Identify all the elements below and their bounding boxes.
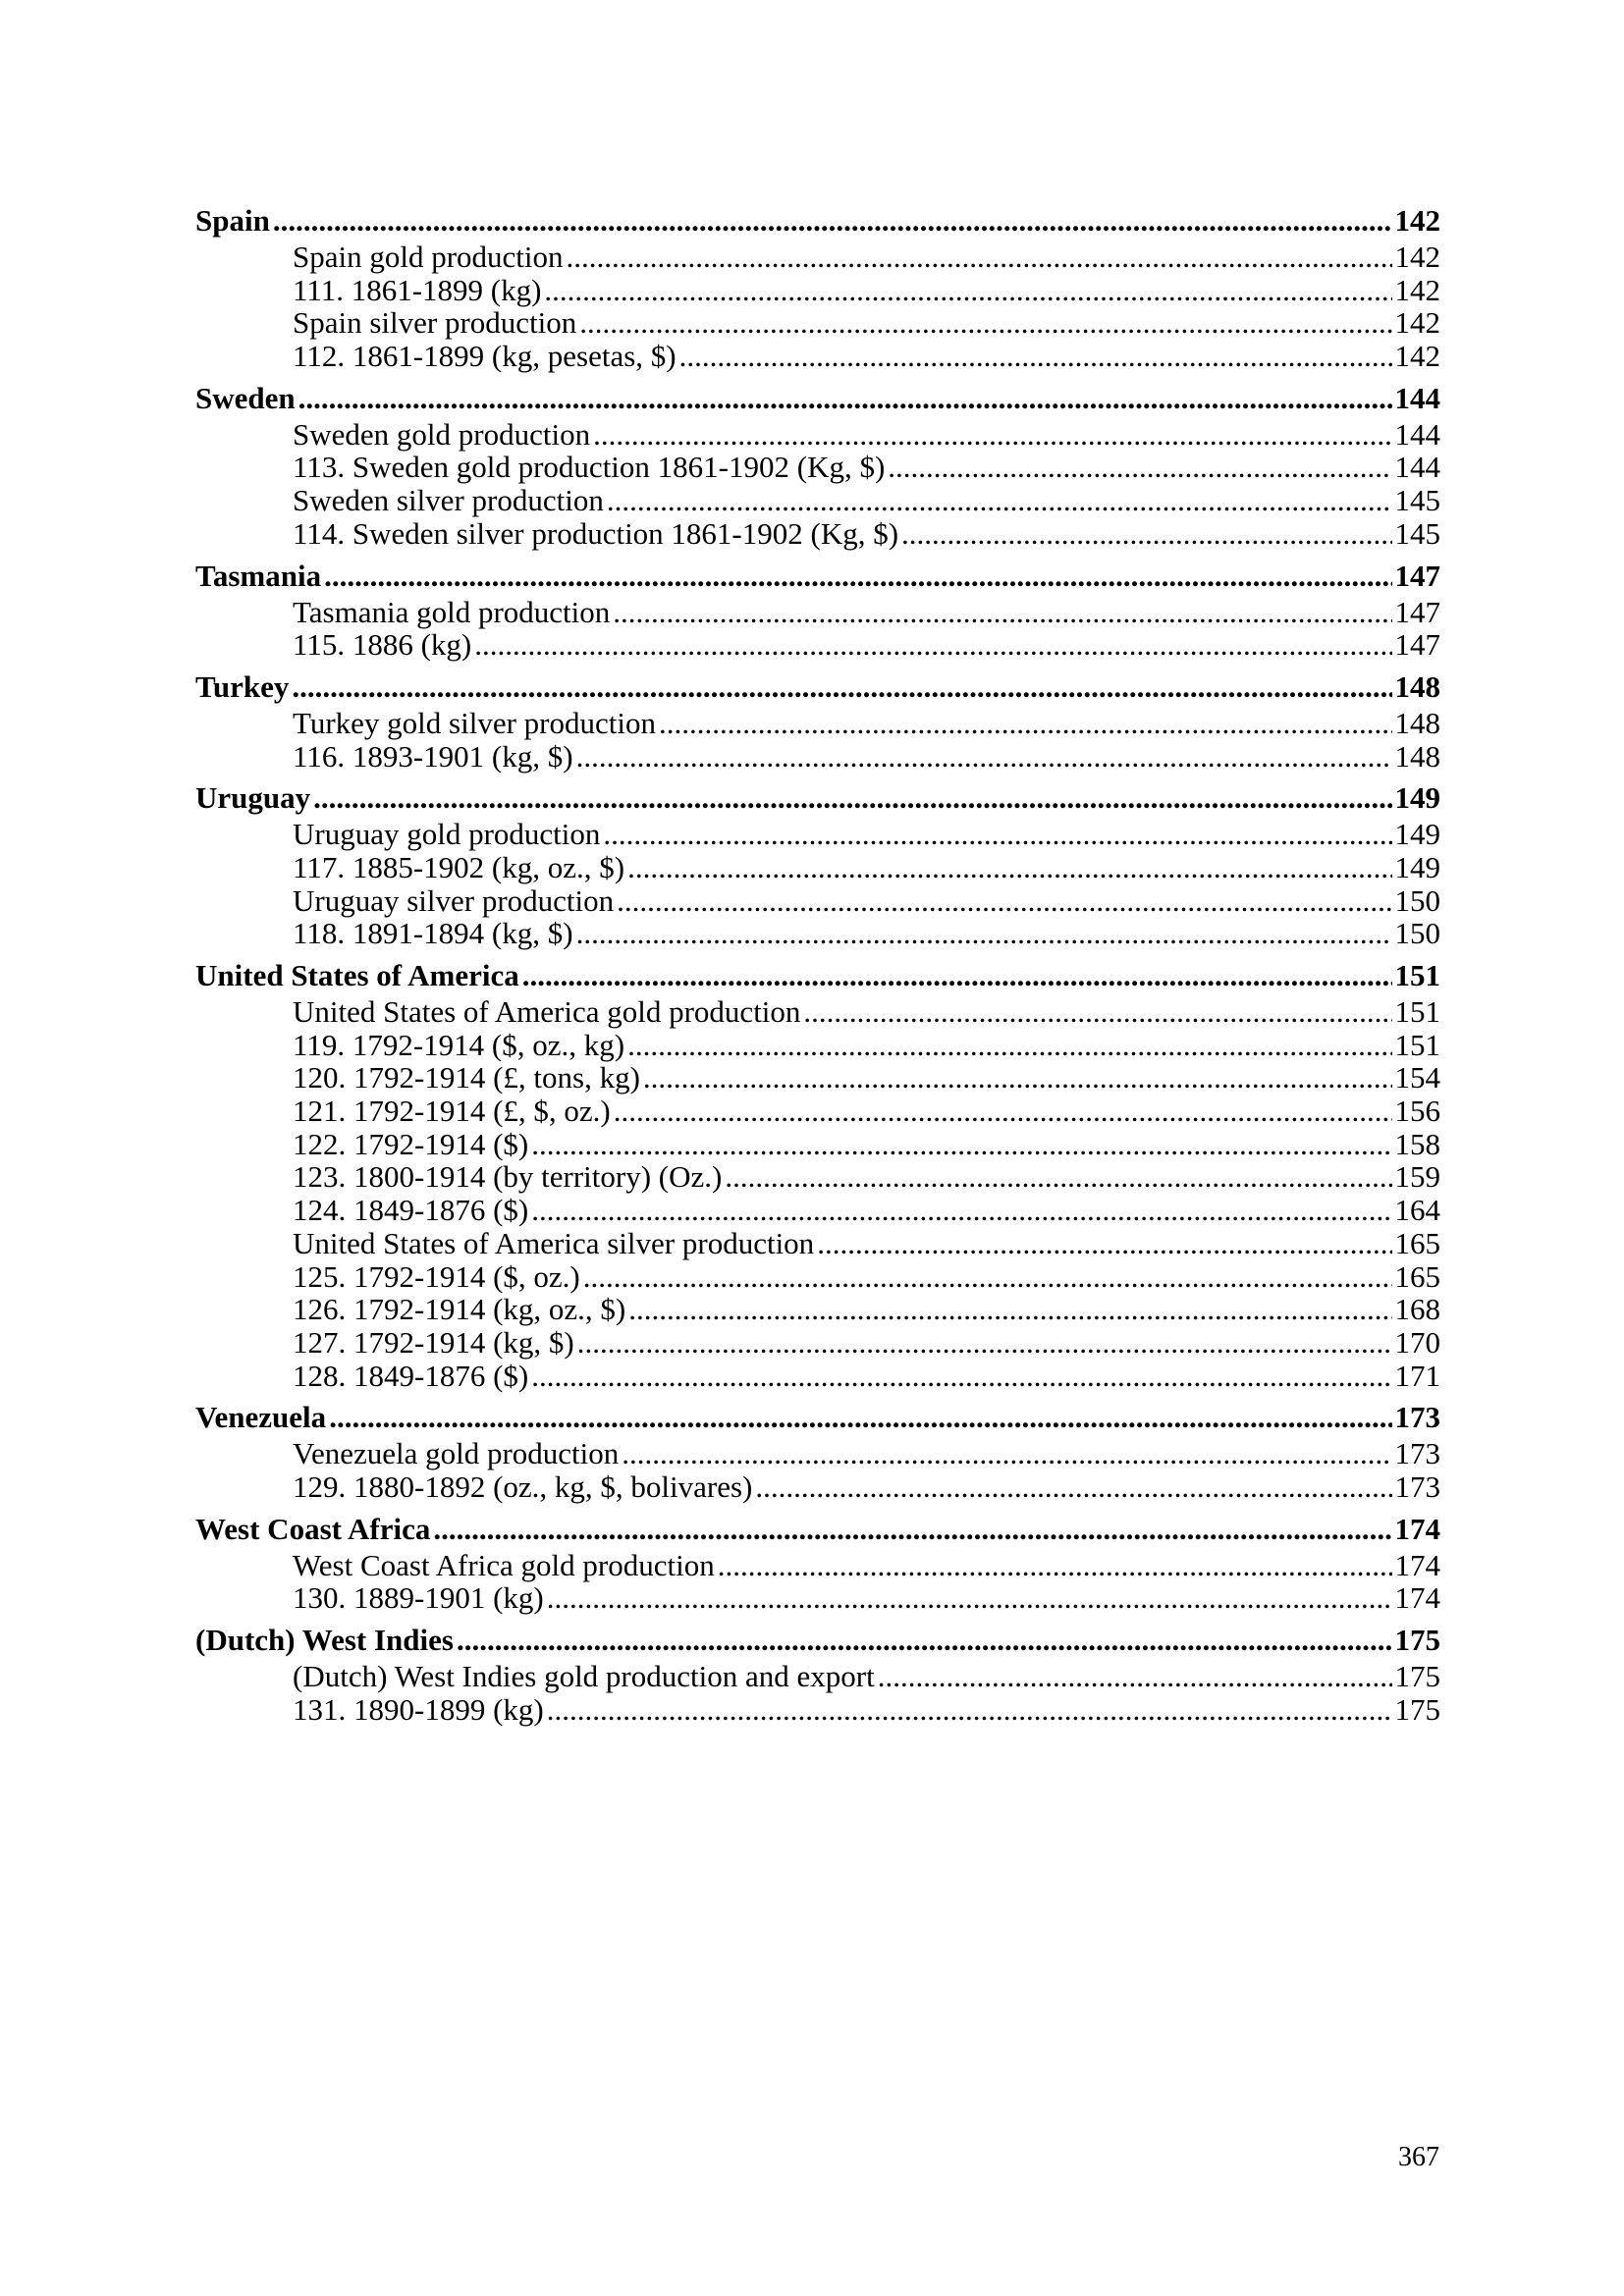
toc-item[interactable]: [195, 884, 1440, 918]
toc-item-label: 119. 1792-1914 ($, oz., kg): [293, 1027, 625, 1062]
dot-leader: [579, 306, 1391, 340]
toc-item-label: Uruguay silver production: [293, 882, 615, 918]
toc-item[interactable]: [195, 1194, 1440, 1227]
dot-leader: [755, 1470, 1391, 1504]
toc-section-west-coast-africa: [195, 1510, 1440, 1615]
toc-item[interactable]: [195, 740, 1440, 774]
toc-item-page: 150: [1394, 882, 1440, 918]
toc-item[interactable]: [195, 1360, 1440, 1393]
dot-leader: [603, 818, 1391, 851]
toc-item-page: 148: [1394, 705, 1440, 740]
dot-leader: [544, 274, 1391, 307]
toc-section-united-states: [195, 956, 1440, 1392]
toc-item[interactable]: [195, 851, 1440, 884]
dot-leader: [474, 628, 1391, 662]
dot-leader: [817, 1227, 1391, 1260]
toc-item-page: 156: [1394, 1094, 1440, 1129]
toc-heading-title: Uruguay: [195, 780, 311, 816]
toc-item[interactable]: [195, 1470, 1440, 1504]
toc-item-page: 168: [1394, 1292, 1440, 1327]
dot-leader: [567, 240, 1392, 274]
toc-item-page: 159: [1394, 1159, 1440, 1195]
toc-item-page: 148: [1394, 738, 1440, 774]
toc-item-page: 150: [1394, 916, 1440, 951]
toc-item-label: (Dutch) West Indies gold production and export: [293, 1659, 875, 1693]
dot-leader: [576, 740, 1392, 774]
toc-item-page: 149: [1394, 817, 1440, 852]
toc-item[interactable]: [195, 1549, 1440, 1582]
toc-item[interactable]: [195, 484, 1440, 517]
toc-section-turkey: [195, 667, 1440, 773]
toc-item-page: 171: [1394, 1358, 1440, 1393]
dot-leader: [803, 995, 1391, 1029]
dot-leader: [659, 707, 1392, 740]
toc-item-label: 120. 1792-1914 (£, tons, kg): [293, 1060, 640, 1095]
dot-leader: [576, 917, 1392, 950]
toc-item-label: Uruguay gold production: [293, 817, 601, 852]
dot-leader: [617, 884, 1391, 918]
toc-heading-page: 174: [1394, 1511, 1440, 1546]
toc-item-page: 147: [1394, 627, 1440, 663]
toc-item[interactable]: [195, 1227, 1440, 1260]
toc-item-page: 173: [1394, 1436, 1440, 1471]
toc-item-label: Spain silver production: [293, 305, 577, 341]
toc-heading-title: Sweden: [195, 380, 296, 415]
toc-item[interactable]: [195, 917, 1440, 950]
dot-leader: [593, 418, 1391, 452]
toc-item-page: 165: [1394, 1225, 1440, 1260]
toc-item[interactable]: [195, 1326, 1440, 1360]
toc-item[interactable]: [195, 1293, 1440, 1326]
dot-leader: [531, 1128, 1391, 1161]
toc-heading-page: 175: [1394, 1623, 1440, 1657]
toc-heading-page: 151: [1394, 958, 1440, 992]
toc-item-page: 144: [1394, 450, 1440, 485]
toc-item[interactable]: [195, 1581, 1440, 1615]
toc-item-label: 124. 1849-1876 ($): [293, 1193, 529, 1228]
toc-section-uruguay: [195, 778, 1440, 950]
toc-item[interactable]: [195, 340, 1440, 373]
toc-item[interactable]: [195, 240, 1440, 274]
toc-heading-page: 149: [1394, 780, 1440, 816]
toc-heading-title: Spain: [195, 203, 270, 238]
toc-heading-title: Tasmania: [195, 558, 322, 593]
toc-item-page: 151: [1394, 1027, 1440, 1062]
toc-heading-page: 142: [1394, 203, 1440, 238]
toc-item-page: 154: [1394, 1060, 1440, 1095]
toc-item-label: Venezuela gold production: [293, 1436, 620, 1471]
toc-item[interactable]: [195, 1128, 1440, 1161]
toc-item[interactable]: [195, 1437, 1440, 1470]
dot-leader: [614, 1095, 1392, 1128]
toc-heading[interactable]: [195, 557, 1440, 596]
toc-section-tasmania: [195, 557, 1440, 662]
toc-item[interactable]: [195, 628, 1440, 662]
toc-section-sweden: [195, 379, 1440, 551]
toc-item[interactable]: [195, 818, 1440, 851]
table-of-contents: [195, 201, 1440, 1732]
toc-item-label: 128. 1849-1876 ($): [293, 1358, 529, 1393]
toc-item[interactable]: [195, 1260, 1440, 1294]
toc-item-label: 123. 1800-1914 (by territory) (Oz.): [293, 1159, 723, 1195]
toc-item-page: 142: [1394, 339, 1440, 374]
toc-heading[interactable]: [195, 201, 1440, 240]
toc-heading-page: 173: [1394, 1400, 1440, 1435]
dot-leader: [577, 1326, 1392, 1360]
page-number: 367: [1398, 2142, 1439, 2172]
dot-leader: [628, 1293, 1391, 1326]
dot-leader: [313, 778, 1391, 818]
dot-leader: [298, 379, 1392, 418]
toc-item[interactable]: [195, 995, 1440, 1029]
toc-item-label: 126. 1792-1914 (kg, oz., $): [293, 1292, 626, 1327]
dot-leader: [273, 201, 1392, 240]
toc-item-label: Tasmania gold production: [293, 594, 611, 629]
toc-item-label: 122. 1792-1914 ($): [293, 1126, 529, 1161]
toc-item-label: Turkey gold silver production: [293, 705, 656, 740]
toc-item[interactable]: [195, 707, 1440, 740]
toc-heading-title: West Coast Africa: [195, 1511, 431, 1546]
toc-heading-title: Venezuela: [195, 1400, 327, 1435]
toc-item-page: 147: [1394, 594, 1440, 629]
toc-item[interactable]: [195, 1160, 1440, 1194]
dot-leader: [433, 1510, 1391, 1549]
toc-item-label: United States of America gold production: [293, 994, 801, 1029]
toc-item-page: 151: [1394, 994, 1440, 1029]
dot-leader: [613, 596, 1391, 629]
toc-item[interactable]: [195, 451, 1440, 484]
toc-item-label: 127. 1792-1914 (kg, $): [293, 1324, 574, 1360]
toc-section-venezuela: [195, 1398, 1440, 1503]
toc-item[interactable]: [195, 1693, 1440, 1727]
toc-item[interactable]: [195, 306, 1440, 340]
dot-leader: [531, 1360, 1391, 1393]
toc-item[interactable]: [195, 596, 1440, 629]
dot-leader: [718, 1549, 1392, 1582]
toc-heading[interactable]: [195, 1510, 1440, 1549]
dot-leader: [622, 1437, 1391, 1470]
toc-item-label: 115. 1886 (kg): [293, 627, 472, 663]
toc-section-spain: [195, 201, 1440, 373]
dot-leader: [547, 1581, 1392, 1615]
dot-leader: [878, 1660, 1392, 1693]
dot-leader: [627, 1029, 1391, 1062]
dot-leader: [679, 340, 1392, 373]
toc-item-label: 111. 1861-1899 (kg): [293, 272, 542, 307]
toc-heading-page: 144: [1394, 380, 1440, 415]
toc-item-label: 131. 1890-1899 (kg): [293, 1691, 544, 1727]
toc-item-label: Sweden gold production: [293, 416, 591, 452]
toc-item-page: 175: [1394, 1691, 1440, 1727]
toc-item-page: 142: [1394, 272, 1440, 307]
toc-item-page: 145: [1394, 483, 1440, 518]
toc-item-label: Spain gold production: [293, 240, 564, 274]
dot-leader: [901, 517, 1391, 551]
dot-leader: [522, 956, 1392, 995]
toc-item-label: Sweden silver production: [293, 483, 604, 518]
toc-heading[interactable]: [195, 667, 1440, 707]
toc-item[interactable]: [195, 517, 1440, 551]
toc-item[interactable]: [195, 274, 1440, 307]
toc-item-label: 129. 1880-1892 (oz., kg, $, bolivares): [293, 1468, 753, 1504]
toc-item[interactable]: [195, 418, 1440, 452]
toc-item-page: 149: [1394, 849, 1440, 884]
toc-item-page: 174: [1394, 1547, 1440, 1582]
toc-item[interactable]: [195, 1095, 1440, 1128]
toc-item-page: 158: [1394, 1126, 1440, 1161]
toc-item-label: 130. 1889-1901 (kg): [293, 1580, 544, 1616]
toc-item[interactable]: [195, 1660, 1440, 1693]
toc-heading-page: 147: [1394, 558, 1440, 593]
toc-item-page: 170: [1394, 1324, 1440, 1360]
toc-heading[interactable]: [195, 778, 1440, 818]
toc-item-label: 121. 1792-1914 (£, $, oz.): [293, 1094, 611, 1129]
dot-leader: [292, 667, 1391, 707]
toc-heading[interactable]: [195, 956, 1440, 995]
toc-item-label: United States of America silver production: [293, 1225, 815, 1260]
dot-leader: [457, 1621, 1392, 1660]
dot-leader: [531, 1194, 1391, 1227]
toc-item-label: 114. Sweden silver production 1861-1902 (Kg, $): [293, 515, 899, 551]
toc-item-page: 145: [1394, 515, 1440, 551]
toc-heading[interactable]: [195, 1398, 1440, 1437]
toc-heading-title: (Dutch) West Indies: [195, 1623, 454, 1657]
toc-item-page: 144: [1394, 416, 1440, 452]
toc-item-label: 117. 1885-1902 (kg, oz., $): [293, 849, 625, 884]
dot-leader: [627, 851, 1391, 884]
toc-item[interactable]: [195, 1061, 1440, 1095]
toc-item-label: 116. 1893-1901 (kg, $): [293, 738, 573, 774]
toc-item-label: 112. 1861-1899 (kg, pesetas, $): [293, 339, 677, 374]
toc-heading-title: United States of America: [195, 958, 519, 992]
toc-item-label: 113. Sweden gold production 1861-1902 (Kg, $): [293, 450, 886, 485]
toc-item-label: 125. 1792-1914 ($, oz.): [293, 1258, 580, 1294]
toc-item[interactable]: [195, 1029, 1440, 1062]
toc-item-page: 174: [1394, 1580, 1440, 1616]
dot-leader: [324, 557, 1391, 596]
toc-item-page: 142: [1394, 305, 1440, 341]
toc-heading-title: Turkey: [195, 668, 290, 704]
dot-leader: [888, 451, 1391, 484]
toc-item-page: 165: [1394, 1258, 1440, 1294]
dot-leader: [329, 1398, 1391, 1437]
toc-heading[interactable]: [195, 379, 1440, 418]
toc-item-label: West Coast Africa gold production: [293, 1547, 715, 1582]
dot-leader: [643, 1061, 1392, 1095]
toc-item-page: 173: [1394, 1468, 1440, 1504]
toc-item-label: 118. 1891-1894 (kg, $): [293, 916, 573, 951]
dot-leader: [607, 484, 1392, 517]
toc-item-page: 164: [1394, 1193, 1440, 1228]
dot-leader: [725, 1160, 1391, 1194]
toc-item-page: 142: [1394, 240, 1440, 274]
dot-leader: [547, 1693, 1392, 1727]
toc-section-dutch-west-indies: [195, 1621, 1440, 1726]
dot-leader: [583, 1260, 1392, 1294]
toc-item-page: 175: [1394, 1659, 1440, 1693]
toc-heading-page: 148: [1394, 668, 1440, 704]
toc-heading[interactable]: [195, 1621, 1440, 1660]
